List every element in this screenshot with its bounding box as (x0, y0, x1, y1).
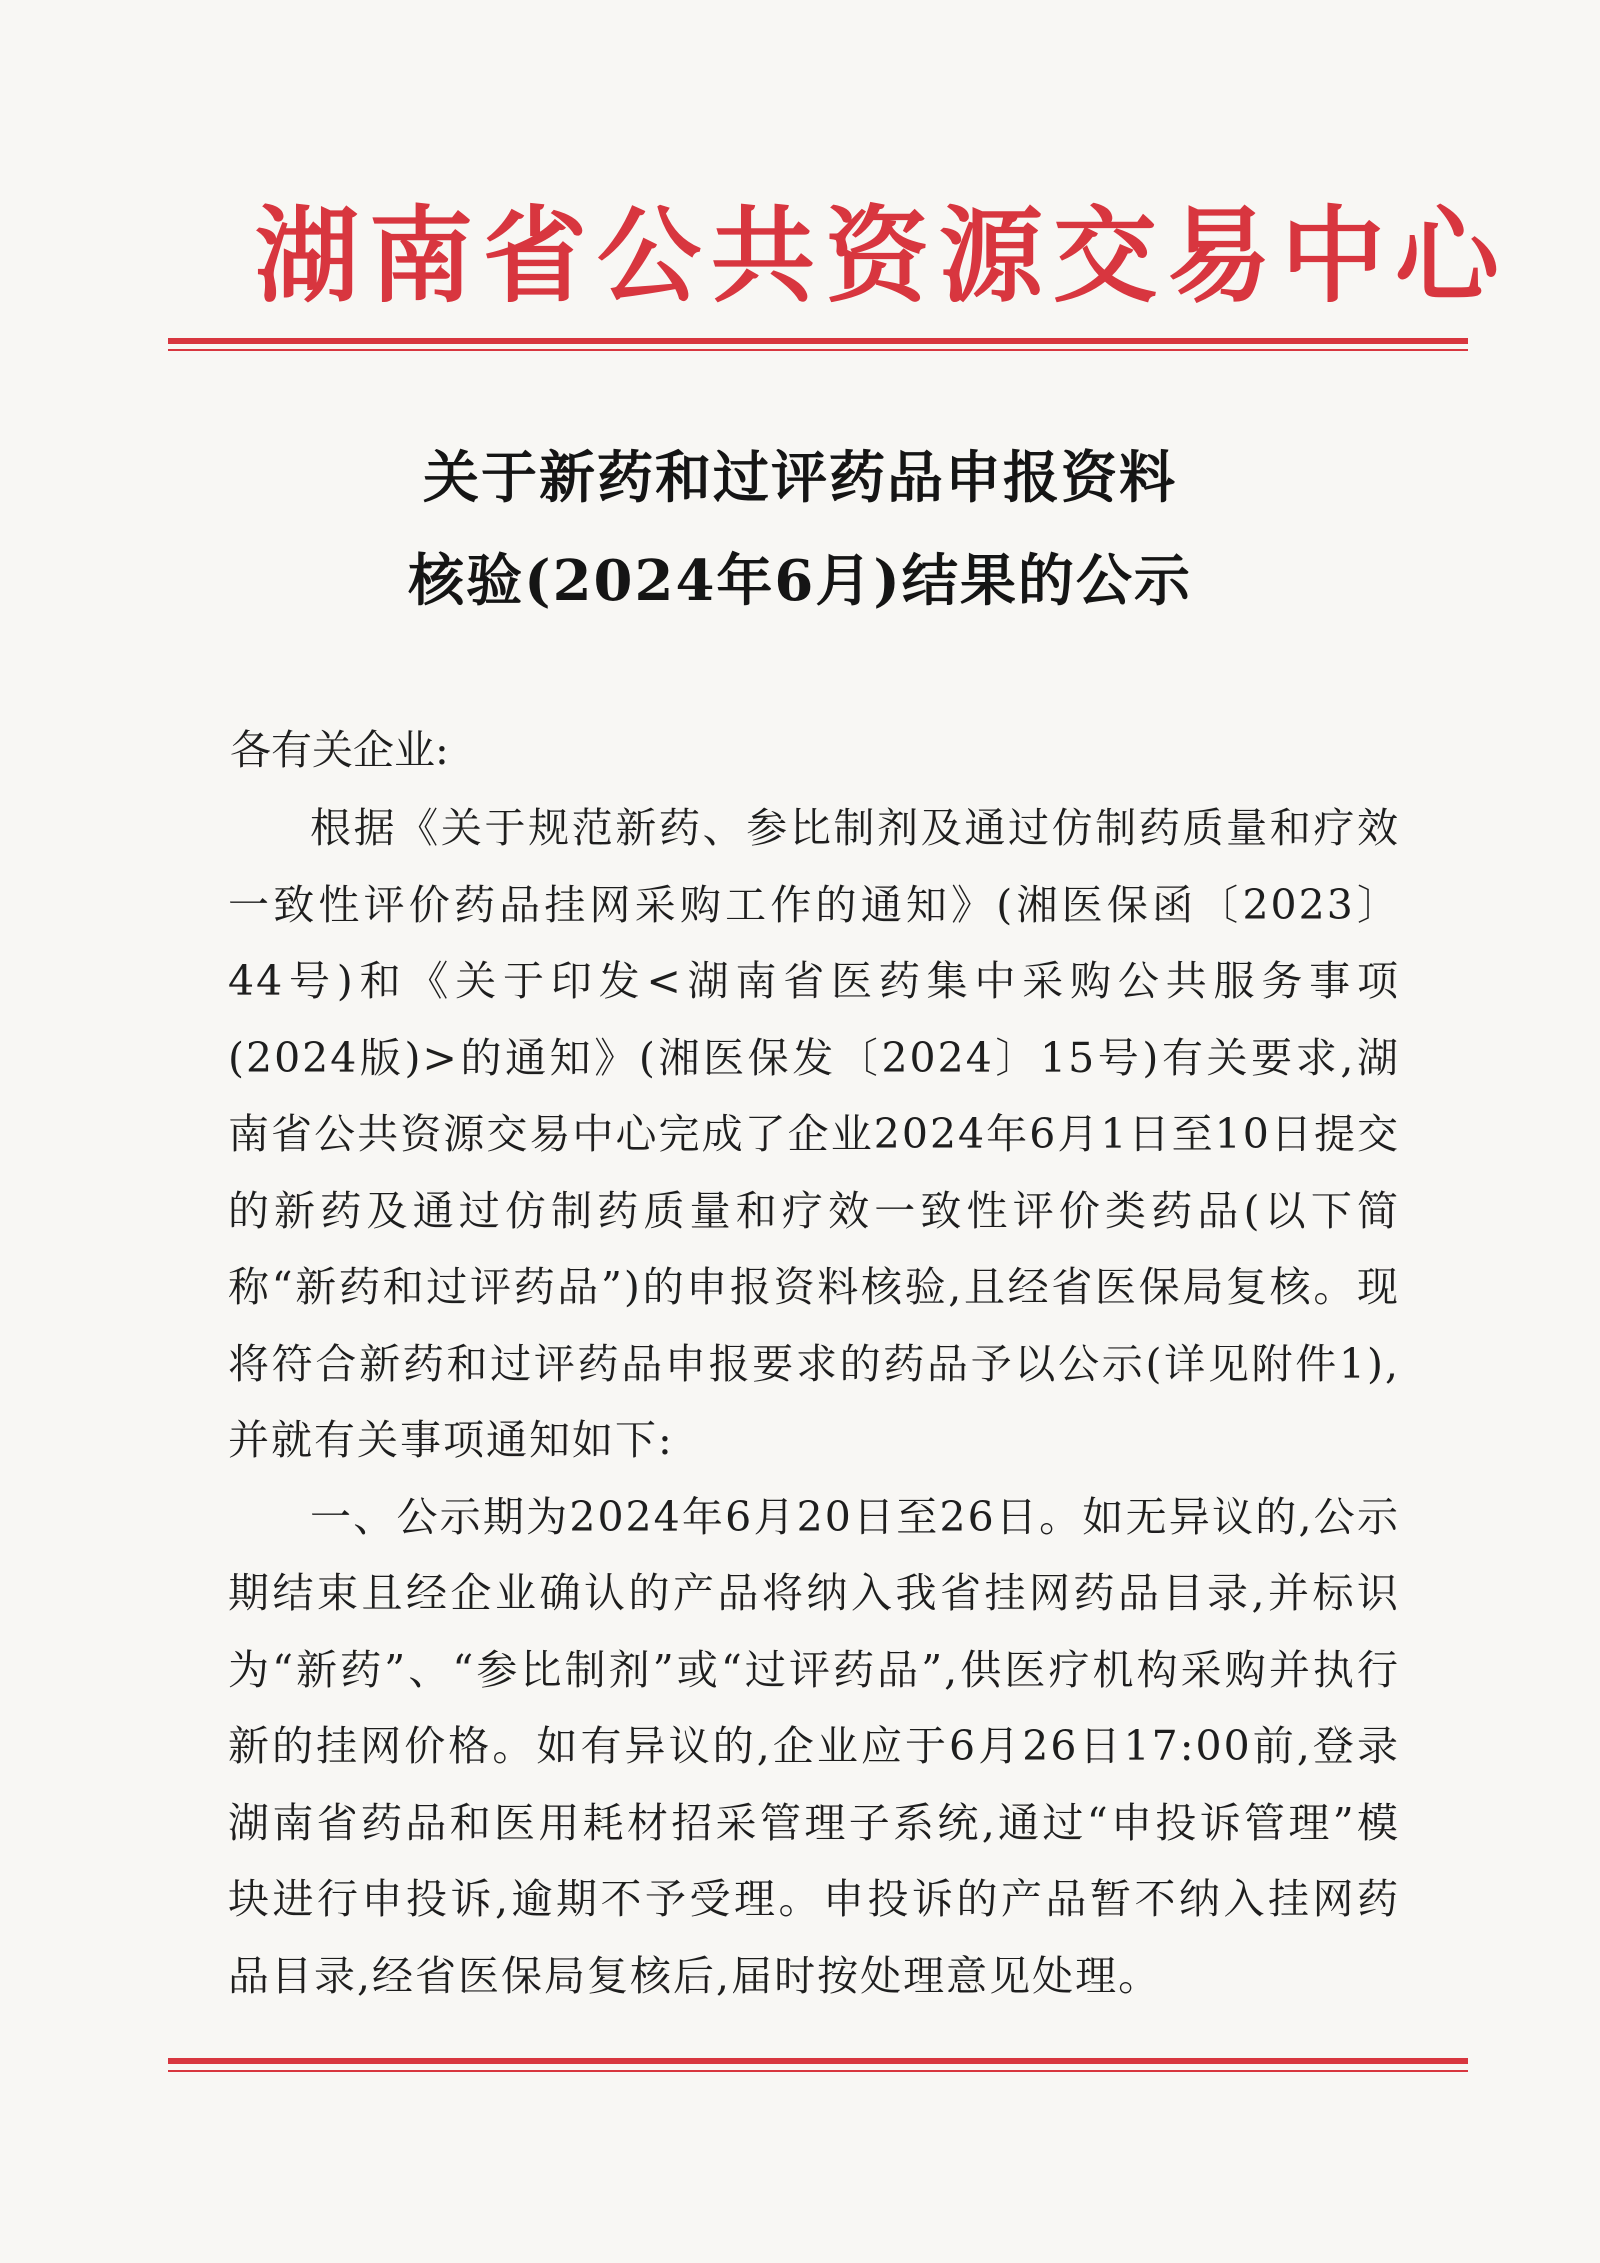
letterhead-rule-thin (168, 349, 1468, 351)
paragraph-intro: 根据《关于规范新药、参比制剂及通过仿制药质量和疗效一致性评价药品挂网采购工作的通知》(湘医保函〔2023〕44号)和《关于印发<湖南省医药集中采购公共服务事项(2024版)>的通知》(湘医保发〔2024〕15号)有关要求,湖南省公共资源交易中心完成了企业2024年6月1日至10日提交的新药及通过仿制药质量和疗效一致性评价类药品(以下简称“新药和过评药品”)的申报资料核验,且经省医保局复核。现将符合新药和过评药品申报要求的药品予以公示(详见附件1),并就有关事项通知如下: (228, 804, 1400, 1464)
letterhead-rule-thick (168, 338, 1468, 344)
salutation: 各有关企业: (230, 726, 449, 774)
paragraph-item-1: 一、公示期为2024年6月20日至26日。如无异议的,公示期结束且经企业确认的产品将纳入我省挂网药品目录,并标识为“新药”、“参比制剂”或“过评药品”,供医疗机构采购并执行新的挂网价格。如有异议的,企业应于6月26日17:00前,登录湖南省药品和医用耗材招采管理子系统,通过“申投诉管理”模块进行申投诉,逾期不予受理。申投诉的产品暂不纳入挂网药品目录,经省医保局复核后,届时按处理意见处理。 (228, 1492, 1400, 2000)
footer-rule-thick (168, 2058, 1468, 2064)
footer-rule-thin (168, 2070, 1468, 2072)
document-body (228, 790, 1400, 2014)
letterhead-title: 湖南省公共资源交易中心 (255, 194, 1510, 317)
document-title-line-1: 关于新药和过评药品申报资料 (423, 445, 1177, 511)
document-title-line-2: 核验(2024年6月)结果的公示 (408, 548, 1192, 614)
